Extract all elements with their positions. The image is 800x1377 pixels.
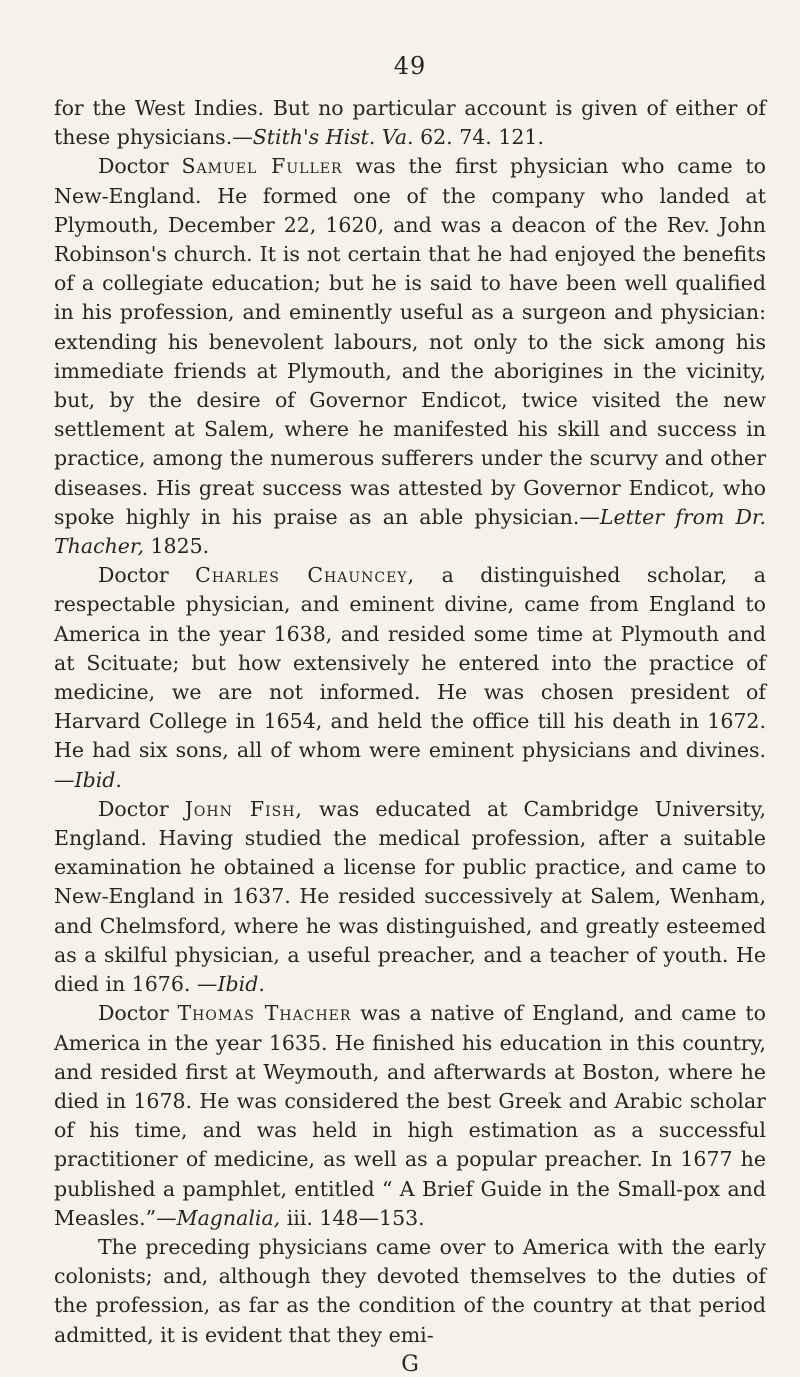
paragraph [54, 94, 766, 152]
page-number: 49 [393, 52, 427, 80]
text-run: was a native of England, and came to America in the year 1635. He finished his education in this country, and resided first at Weymouth, and afterwards at Boston, where he died in 1678. He was considered the best Greek and Arabic scholar of his time, and was held in high estimation as a successful practitioner of medicine, as well as a popular preacher. In 1677 he published a pamphlet, entitled “ A Brief Guide in the Small-pox and Measles.”— [54, 1001, 766, 1230]
citation-text: Magnalia, [176, 1205, 281, 1230]
text-run: 62. 74. 121. [413, 125, 544, 150]
citation-text: Stith's Hist. Va. [252, 125, 414, 150]
paragraph [54, 795, 766, 999]
paragraph [54, 152, 766, 561]
person-name: John Fish, [184, 796, 303, 821]
text-run: was the first physician who came to New-England. He formed one of the company who landed at Plymouth, December 22, 1620, and was a deacon of the Rev. John Robinson's church. It is not certain that he had enjoyed the benefits of a collegiate education; but he is said to have been well qualified in his profession, and eminently useful as a surgeon and physician: extending his benevolent labours, not only to the sick among his immediate friends at Plymouth, and the aborigines in the vicinity, but, by the desire of Governor Endicot, twice visited the new settlement at Salem, where he manifested his skill and success in practice, among the numerous sufferers under the scurvy and other diseases. His great success was attested by Governor Endicot, who spoke highly in his praise as an able physician.— [54, 154, 767, 529]
text-run: Doctor [98, 1001, 178, 1026]
text-run: Doctor [98, 154, 182, 179]
paragraph [54, 561, 766, 795]
text-run: iii. 148—153. [280, 1205, 425, 1230]
text-run: 1825. [143, 534, 210, 559]
person-name: Charles Chauncey, [195, 563, 416, 588]
citation-text: Ibid. [74, 767, 122, 792]
text-run: Doctor [98, 796, 185, 821]
text-run: was educated at Cambridge University, England. Having studied the medical profession, after a suitable examination he obtained a license for public practice, and came to New-England in 1637. He resided successively at Salem, Wenham, and Chelmsford, where he was distinguished, and greatly esteemed as a skilful physician, a useful preacher, and a teacher of youth. He died in 1676. — [54, 796, 766, 997]
citation-text: Letter from Dr. Thacher, [54, 504, 766, 559]
signature-mark: G [401, 1351, 419, 1377]
text-run: Doctor [98, 563, 196, 588]
citation-text: Ibid. [217, 972, 265, 997]
person-name: Thomas Thacher [177, 1001, 352, 1026]
paragraph [54, 999, 766, 1233]
text-run: The preceding physicians came over to America with the early colonists; and, although they devoted themselves to the duties of the profession, as far as the condition of the country at that period admitted, it is evident that they emi- [54, 1234, 766, 1347]
paragraph [54, 1233, 766, 1350]
person-name: Samuel Fuller [181, 154, 343, 179]
body-text [54, 94, 766, 1350]
text-run: a distinguished scholar, a respectable physician, and eminent divine, came from England to America in the year 1638, and resided some time at Plymouth and at Scituate; but how extensively he entered into the practice of medicine, we are not informed. He was chosen president of Harvard College in 1654, and held the office till his death in 1672. He had six sons, all of whom were eminent physicians and divines.— [54, 563, 766, 792]
text-run: for the West Indies. But no particular account is given of either of these physicians.— [54, 96, 766, 150]
